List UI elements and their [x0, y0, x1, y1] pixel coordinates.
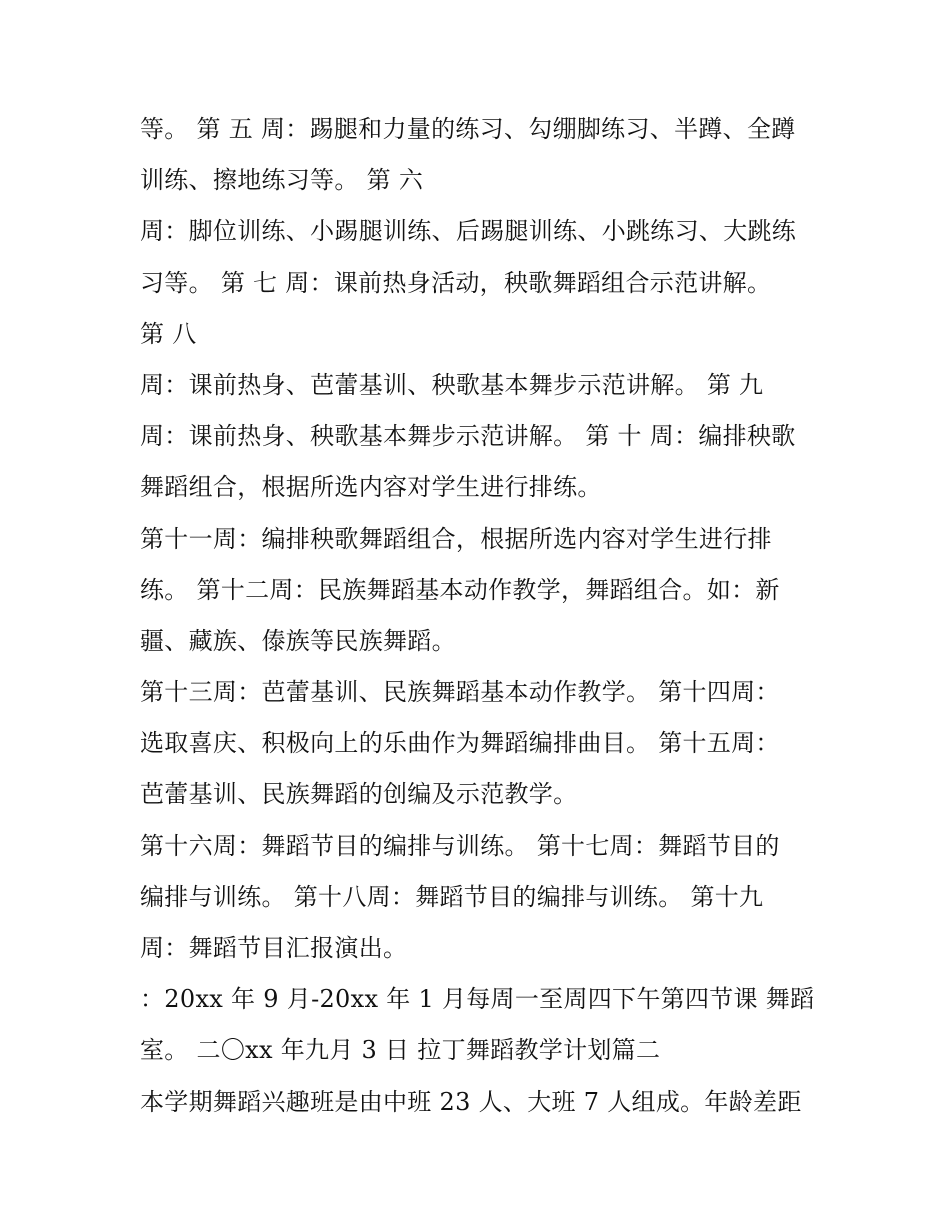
text-line: 第十三周：芭蕾基训、民族舞蹈基本动作教学。 第十四周：	[140, 678, 780, 707]
text-line: 疆、藏族、傣族等民族舞蹈。	[140, 626, 456, 655]
document-body	[140, 107, 840, 1131]
text-line: 第十一周：编排秧歌舞蹈组合，根据所选内容对学生进行排	[140, 524, 772, 553]
text-line: 第 八	[140, 319, 197, 348]
text-line: 等。 第 五 周：踢腿和力量的练习、勾绷脚练习、半蹲、全蹲	[140, 115, 796, 143]
text-line: 练。 第十二周：民族舞蹈基本动作教学，舞蹈组合。如：新	[140, 575, 780, 604]
text-line: 芭蕾基训、民族舞蹈的创编及示范教学。	[140, 780, 578, 809]
text-line: 室。 二〇xx 年九月 3 日 拉丁舞蹈教学计划篇二	[140, 1036, 661, 1065]
text-line: 第十六周：舞蹈节目的编排与训练。 第十七周：舞蹈节目的	[140, 831, 780, 860]
text-line: 周：课前热身、芭蕾基训、秧歌基本舞步示范讲解。 第 九	[140, 370, 764, 399]
text-line: 本学期舞蹈兴趣班是由中班 23 人、大班 7 人组成。年龄差距	[140, 1087, 802, 1116]
text-line: 周：课前热身、秧歌基本舞步示范讲解。 第 十 周：编排秧歌	[140, 422, 796, 451]
text-line: 周：脚位训练、小踢腿训练、后踢腿训练、小跳练习、大跳练	[140, 217, 797, 246]
text-line: 周：舞蹈节目汇报演出。	[140, 934, 408, 962]
text-line: 训练、擦地练习等。 第 六	[140, 166, 424, 195]
text-line: 习等。 第 七 周：课前热身活动，秧歌舞蹈组合示范讲解。	[140, 268, 772, 297]
text-line: ：20xx 年 9 月-20xx 年 1 月每周一至周四下午第四节课 舞蹈	[140, 985, 815, 1014]
text-line: 选取喜庆、积极向上的乐曲作为舞蹈编排曲目。 第十五周：	[140, 729, 780, 758]
text-line: 舞蹈组合，根据所选内容对学生进行排练。	[140, 473, 602, 502]
text-line: 编排与训练。 第十八周：舞蹈节目的编排与训练。 第十九	[140, 882, 764, 911]
